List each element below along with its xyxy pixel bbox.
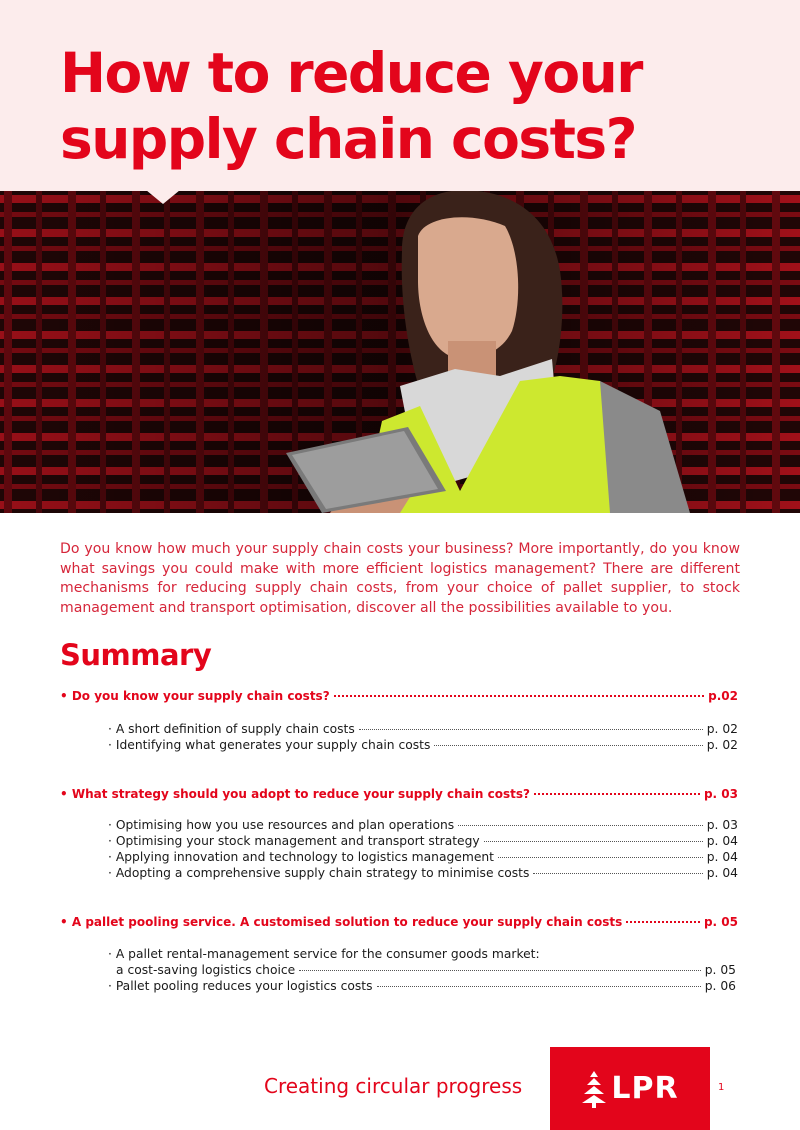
toc-item-label: · Pallet pooling reduces your logistics costs (108, 979, 373, 993)
toc-item-label: a cost-saving logistics choice (116, 963, 296, 977)
toc-leader (434, 745, 702, 746)
toc-leader (334, 695, 704, 697)
toc-page: p. 02 (706, 738, 738, 752)
lpr-logo[interactable] (550, 1047, 710, 1130)
toc-item-label-line1: · A pallet rental-management service for the consumer goods market: (108, 947, 540, 961)
toc-page: p. 02 (706, 722, 738, 736)
toc-item-label: · Optimising how you use resources and plan operations (108, 818, 455, 832)
toc-page: p. 05 (704, 963, 736, 977)
toc-leader (458, 825, 703, 826)
page-title: How to reduce your supply chain costs? (60, 41, 642, 171)
toc-item-label: · Adopting a comprehensive supply chain strategy to minimise costs (108, 866, 530, 880)
toc-section-2[interactable] (60, 787, 738, 801)
toc-page: p. 05 (703, 915, 738, 929)
toc-leader (377, 986, 701, 987)
lpr-tree-logo-icon (581, 1069, 607, 1109)
toc-leader (359, 729, 703, 730)
toc-section-1[interactable] (60, 689, 738, 703)
toc-item[interactable] (116, 963, 736, 977)
toc-leader (626, 921, 700, 923)
toc-page: p. 04 (706, 866, 738, 880)
logo-text: LPR (611, 1071, 679, 1106)
toc-item[interactable] (108, 834, 738, 848)
toc-item-label: · Optimising your stock management and transport strategy (108, 834, 480, 848)
toc-page: p. 03 (703, 787, 738, 801)
header-band (0, 0, 800, 191)
toc-item[interactable] (108, 818, 738, 832)
toc-page: p. 03 (706, 818, 738, 832)
toc-section-label: • What strategy should you adopt to reduce your supply chain costs? (60, 787, 530, 801)
toc-page: p. 04 (706, 850, 738, 864)
toc-section-label: • Do you know your supply chain costs? (60, 689, 330, 703)
toc-page: p. 06 (704, 979, 736, 993)
toc-item-label: · Identifying what generates your supply chain costs (108, 738, 431, 752)
toc-section-label: • A pallet pooling service. A customised solution to reduce your supply chain costs (60, 915, 623, 929)
footer-tagline: Creating circular progress (264, 1074, 523, 1098)
toc-leader (533, 873, 702, 874)
toc-leader (299, 970, 700, 971)
page-number: 1 (718, 1082, 725, 1093)
speech-pointer-icon (146, 190, 180, 204)
toc-item-label: · Applying innovation and technology to logistics management (108, 850, 495, 864)
summary-title: Summary (60, 638, 212, 672)
toc-item[interactable] (108, 979, 736, 993)
toc-leader (484, 841, 703, 842)
toc-leader (534, 793, 700, 795)
toc-item[interactable] (108, 866, 738, 880)
intro-paragraph: Do you know how much your supply chain costs your business? More importantly, do you know what savings you could make with more efficient logistics management? There are different mechanisms for reducing supply chain costs, from your choice of pallet supplier, to stock management and transport optimisation, discover all the possibilities available to you. (60, 541, 740, 616)
toc-leader (498, 857, 703, 858)
toc-page: p.02 (708, 689, 738, 703)
toc-section-3[interactable] (60, 915, 738, 929)
toc-item-label: · A short definition of supply chain costs (108, 722, 355, 736)
hero-photo (0, 191, 800, 513)
toc-item[interactable] (108, 850, 738, 864)
toc-item[interactable] (108, 738, 738, 752)
toc-item[interactable] (108, 722, 738, 736)
toc-page: p. 04 (706, 834, 738, 848)
